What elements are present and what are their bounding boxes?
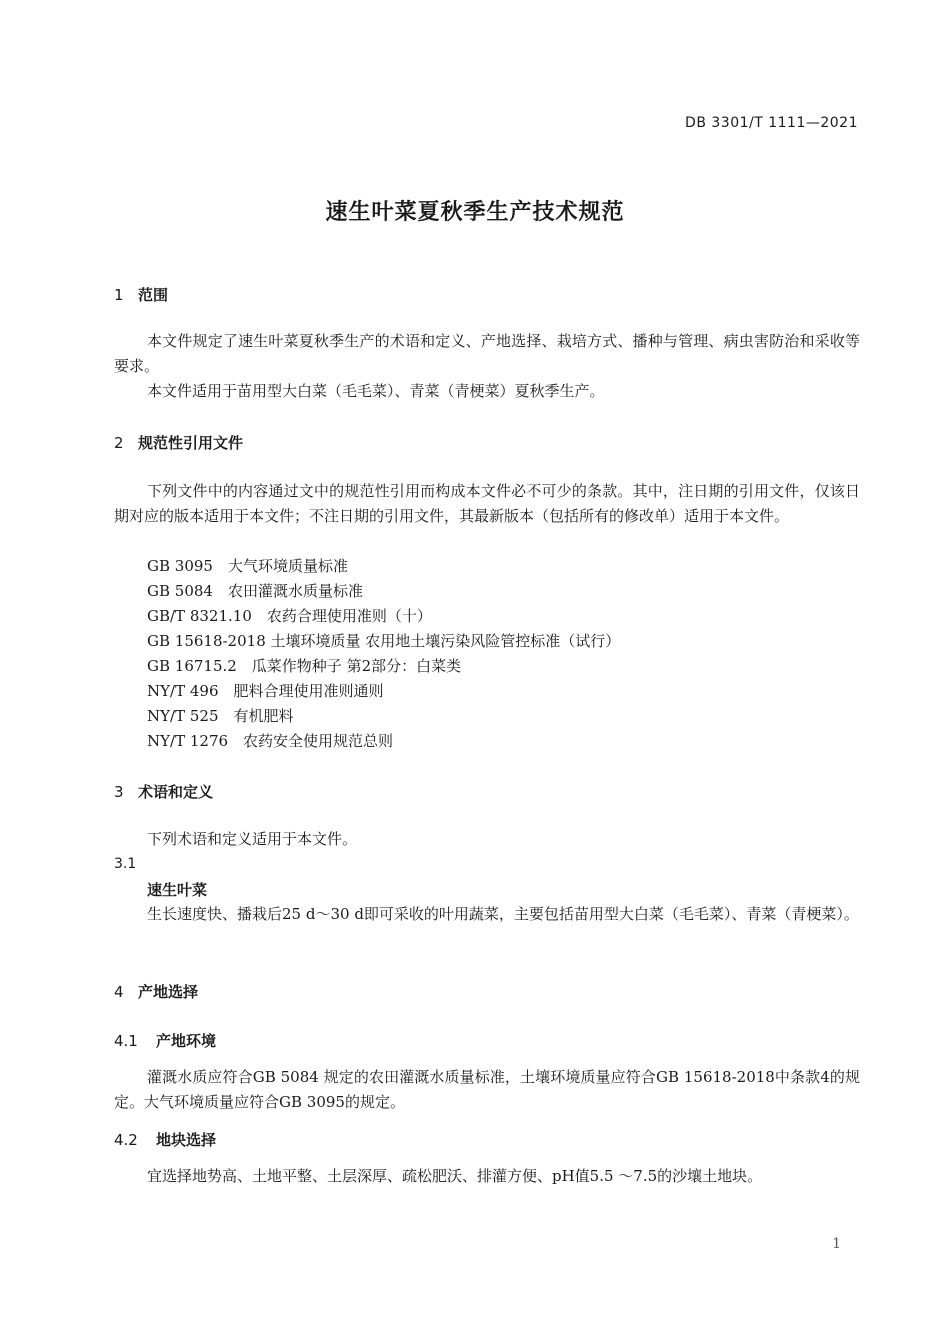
page-number: 1 (832, 1236, 841, 1252)
section-title: 术语和定义 (138, 783, 214, 801)
document-number: DB 3301/T 1111—2021 (685, 115, 858, 131)
section-2-intro: 下列文件中的内容通过文中的规范性引用而构成本文件必不可少的条款。其中，注日期的引用文件，仅该日期对应的版本适用于本文件；不注日期的引用文件，其最新版本（包括所有的修改单）适用于本文件。 (114, 482, 860, 525)
subsection-4-2-heading (114, 1129, 216, 1150)
reference-item: NY/T 525 有机肥料 (147, 707, 294, 725)
subsection-title: 地块选择 (156, 1131, 217, 1149)
subsection-number: 4.1 (114, 1032, 138, 1050)
reference-item: GB/T 8321.10 农药合理使用准则（十） (147, 607, 432, 625)
reference-item: GB 15618-2018 土壤环境质量 农用地土壤污染风险管控标准（试行） (147, 632, 621, 650)
section-number: 4 (114, 983, 124, 1001)
term-number: 3.1 (114, 856, 137, 872)
subsection-number: 4.2 (114, 1131, 138, 1149)
section-number: 2 (114, 434, 124, 452)
section-number: 1 (114, 286, 124, 304)
reference-item: GB 16715.2 瓜菜作物种子 第2部分：白菜类 (147, 657, 462, 675)
subsection-title: 产地环境 (156, 1032, 217, 1050)
subsection-4-1-text: 灌溉水质应符合GB 5084 规定的农田灌溉水质量标准，土壤环境质量应符合GB 15618-2018中条款4的规定。大气环境质量应符合GB 3095的规定。 (114, 1068, 860, 1111)
subsection-4-2-text: 宜选择地势高、土地平整、土层深厚、疏松肥沃、排灌方便、pH值5.5 ～7.5的沙壤土地块。 (147, 1167, 763, 1185)
term-definition: 生长速度快、播栽后25 d～30 d即可采收的叶用蔬菜，主要包括苗用型大白菜（毛毛菜）、青菜（青梗菜）。 (147, 905, 859, 923)
section-2-heading (114, 432, 243, 453)
reference-item: GB 3095 大气环境质量标准 (147, 557, 348, 575)
section-4-heading (114, 981, 198, 1002)
section-title: 产地选择 (138, 983, 199, 1001)
section-title: 规范性引用文件 (138, 434, 244, 452)
document-title: 速生叶菜夏秋季生产技术规范 (325, 200, 625, 225)
reference-item: GB 5084 农田灌溉水质量标准 (147, 582, 363, 600)
subsection-4-1-heading (114, 1030, 216, 1051)
section-number: 3 (114, 783, 124, 801)
section-1-paragraph-2: 本文件适用于苗用型大白菜（毛毛菜）、青菜（青梗菜）夏秋季生产。 (147, 382, 605, 400)
term-name: 速生叶菜 (147, 881, 208, 899)
section-title: 范围 (138, 286, 169, 304)
section-3-intro: 下列术语和定义适用于本文件。 (147, 830, 358, 848)
section-3-heading (114, 781, 213, 802)
section-1-heading (114, 284, 168, 305)
reference-item: NY/T 496 肥料合理使用准则通则 (147, 682, 384, 700)
reference-item: NY/T 1276 农药安全使用规范总则 (147, 732, 394, 750)
section-1-paragraph-1: 本文件规定了速生叶菜夏秋季生产的术语和定义、产地选择、栽培方式、播种与管理、病虫害防治和采收等要求。 (114, 332, 860, 375)
